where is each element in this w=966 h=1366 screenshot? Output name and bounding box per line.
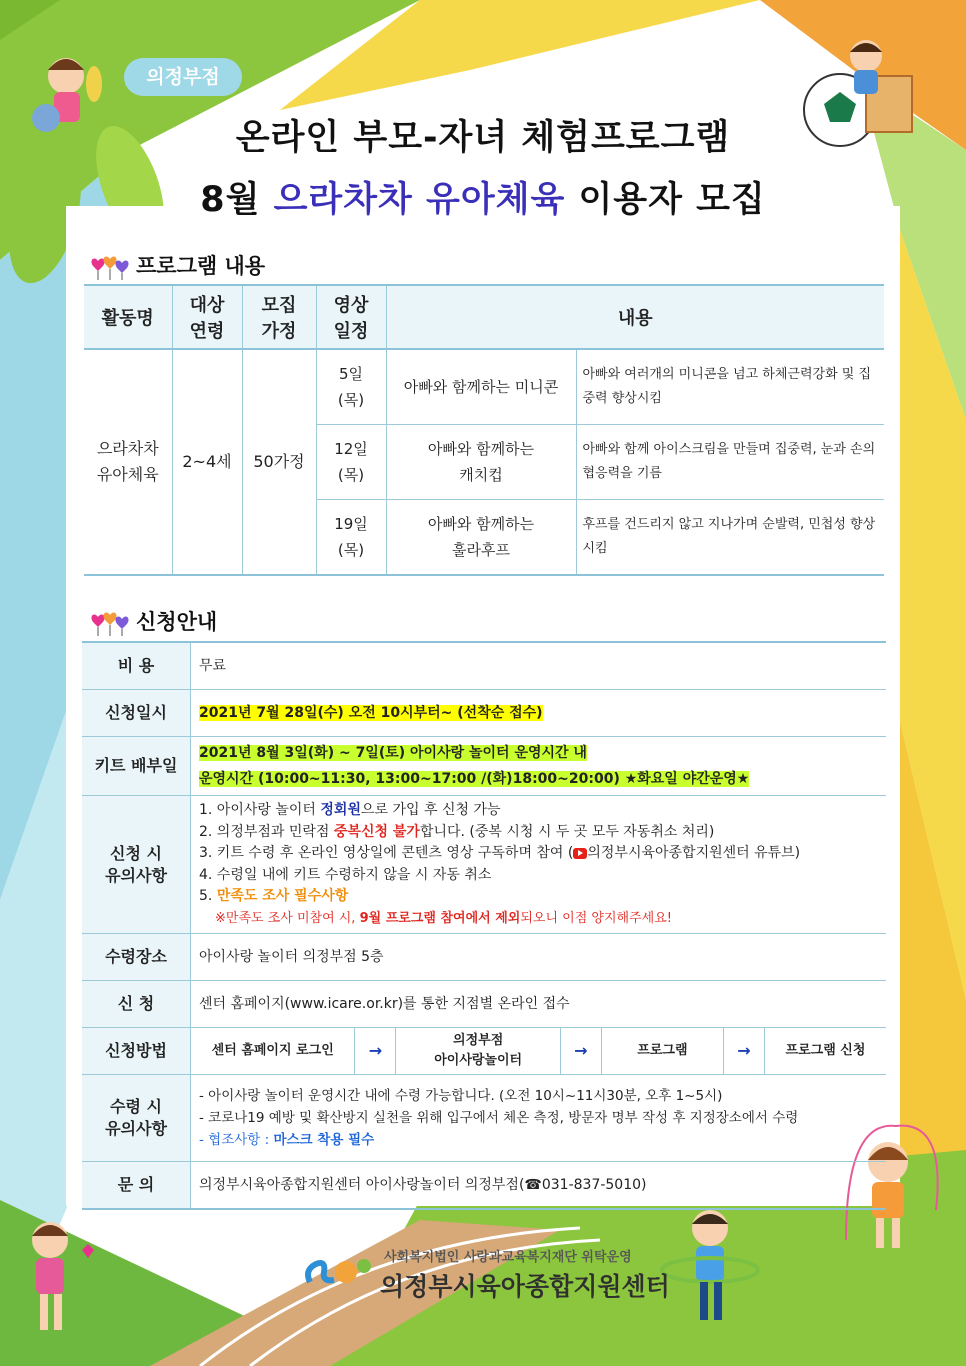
method-step-branch: 의정부점 아이사랑놀이터 bbox=[396, 1028, 560, 1074]
kit-date-value: 2021년 8월 3일(화) ~ 7일(토) 아이사랑 놀이터 운영시간 내 운영시간 (10:00~11:30, 13:00~17:00 /(화)18:00~20:00) ★화요일 야간운영★ bbox=[191, 737, 887, 796]
session-title-cell: 아빠와 함께하는 캐치컵 bbox=[386, 425, 576, 500]
footer-operator: 사회복지법인 사랑과교육복지재단 위탁운영 bbox=[384, 1250, 632, 1265]
program-section-heading bbox=[90, 250, 265, 281]
receive-notes-value: - 아이사랑 놀이터 운영시간 내에 수령 가능합니다. (오전 10시~11시30분, 오후 1~5시) - 코로나19 예방 및 확산방지 실천을 위해 입구에서 체온 측정, 방문자 명부 작성 후 지정장소에서 수령 - 협조사항 : 마스크 착용 필수 bbox=[191, 1075, 887, 1162]
apply-heading-text: 신청안내 bbox=[136, 610, 218, 634]
session-desc-cell: 아빠와 함께 아이스크림을 만들며 집중력, 눈과 손의 협응력을 기름 bbox=[576, 425, 884, 500]
apply-method-label: 신청방법 bbox=[82, 1028, 191, 1075]
apply-label: 신 청 bbox=[82, 981, 191, 1028]
method-step-login: 센터 홈페이지 로그인 bbox=[191, 1028, 355, 1074]
activity-name-cell: 으라차차 유아체육 bbox=[84, 349, 172, 575]
fee-label: 비 용 bbox=[82, 642, 191, 690]
program-heading-text: 프로그램 내용 bbox=[136, 254, 266, 278]
hearts-icon bbox=[90, 253, 130, 281]
arrow-right-icon: → bbox=[561, 1028, 602, 1074]
contact-label: 문 의 bbox=[82, 1162, 191, 1210]
apply-section-heading bbox=[90, 606, 217, 637]
apply-info-table bbox=[82, 641, 886, 1210]
date-cell: 19일 (목) bbox=[316, 500, 386, 576]
col-header-activity: 활동명 bbox=[84, 285, 172, 349]
center-logo-icon bbox=[300, 1252, 378, 1292]
pickup-place-value: 아이사랑 놀이터 의정부점 5층 bbox=[191, 934, 887, 981]
program-table bbox=[84, 284, 884, 576]
apply-value: 센터 홈페이지(www.icare.or.kr)를 통한 지점별 온라인 접수 bbox=[191, 981, 887, 1028]
session-desc-cell: 아빠와 여러개의 미니콘을 넘고 하체근력강화 및 집중력 향상시킴 bbox=[576, 349, 884, 425]
pickup-place-label: 수령장소 bbox=[82, 934, 191, 981]
apply-date-label: 신청일시 bbox=[82, 690, 191, 737]
subtitle-highlight-1: 으라차차 bbox=[273, 180, 413, 220]
receive-notes-label: 수령 시 유의사항 bbox=[82, 1075, 191, 1162]
age-cell: 2~4세 bbox=[172, 349, 242, 575]
families-cell: 50가정 bbox=[242, 349, 316, 575]
subtitle-month: 8월 bbox=[200, 180, 261, 220]
subtitle-suffix: 이용자 모집 bbox=[578, 180, 766, 220]
branch-badge: 의정부점 bbox=[124, 58, 242, 96]
date-cell: 12일 (목) bbox=[316, 425, 386, 500]
method-step-program: 프로그램 bbox=[602, 1028, 724, 1074]
footer-organization bbox=[300, 1246, 700, 1303]
arrow-right-icon: → bbox=[355, 1028, 396, 1074]
date-cell: 5일 (목) bbox=[316, 349, 386, 425]
page-subtitle bbox=[0, 172, 966, 222]
col-header-recruit: 모집 가정 bbox=[242, 285, 316, 349]
footer-center-name: 의정부시육아종합지원센터 bbox=[380, 1272, 670, 1301]
page-title: 온라인 부모-자녀 체험프로그램 bbox=[235, 118, 731, 158]
contact-value: 의정부시육아종합지원센터 아이사랑놀이터 의정부점(☎031-837-5010) bbox=[191, 1162, 887, 1210]
kid-soccer-illustration bbox=[826, 34, 896, 94]
subtitle-highlight-2: 유아체육 bbox=[426, 180, 566, 220]
hearts-icon bbox=[90, 609, 130, 637]
kid-dancing-illustration bbox=[10, 1210, 100, 1340]
fee-value: 무료 bbox=[191, 642, 887, 690]
col-header-content: 내용 bbox=[386, 285, 884, 349]
col-header-video: 영상 일정 bbox=[316, 285, 386, 349]
session-title-cell: 아빠와 함께하는 미니콘 bbox=[386, 349, 576, 425]
youtube-icon bbox=[573, 848, 587, 859]
apply-notes-label: 신청 시 유의사항 bbox=[82, 796, 191, 934]
session-title-cell: 아빠와 함께하는 훌라후프 bbox=[386, 500, 576, 576]
session-desc-cell: 후프를 건드리지 않고 지나가며 순발력, 민첩성 향상시킴 bbox=[576, 500, 884, 576]
apply-date-value: 2021년 7월 28일(수) 오전 10시부터~ (선착순 접수) bbox=[191, 690, 887, 737]
arrow-right-icon: → bbox=[724, 1028, 765, 1074]
method-step-program-apply: 프로그램 신청 bbox=[785, 1043, 866, 1058]
apply-notes-value: 1. 아이사랑 놀이터 정회원으로 가입 후 신청 가능 2. 의정부점과 민락점 중복신청 불가합니다. (중복 시청 시 두 곳 모두 자동취소 처리) 3. 키트 수령 후 온라인 영상일에 콘텐츠 영상 구독하며 참여 ( 의정부시육아종합지원센터 유튜브) 4. 수령일 내에 키트 수령하지 않을 시 자동 취소 5. 만족도 조사 필수사항 ※만족도 조사 미참여 시, 9월 프로그램 참여에서 제외되오니 이점 양지해주세요! bbox=[191, 796, 887, 934]
apply-method-steps bbox=[191, 1028, 887, 1075]
col-header-age: 대상 연령 bbox=[172, 285, 242, 349]
kit-date-label: 키트 배부일 bbox=[82, 737, 191, 796]
